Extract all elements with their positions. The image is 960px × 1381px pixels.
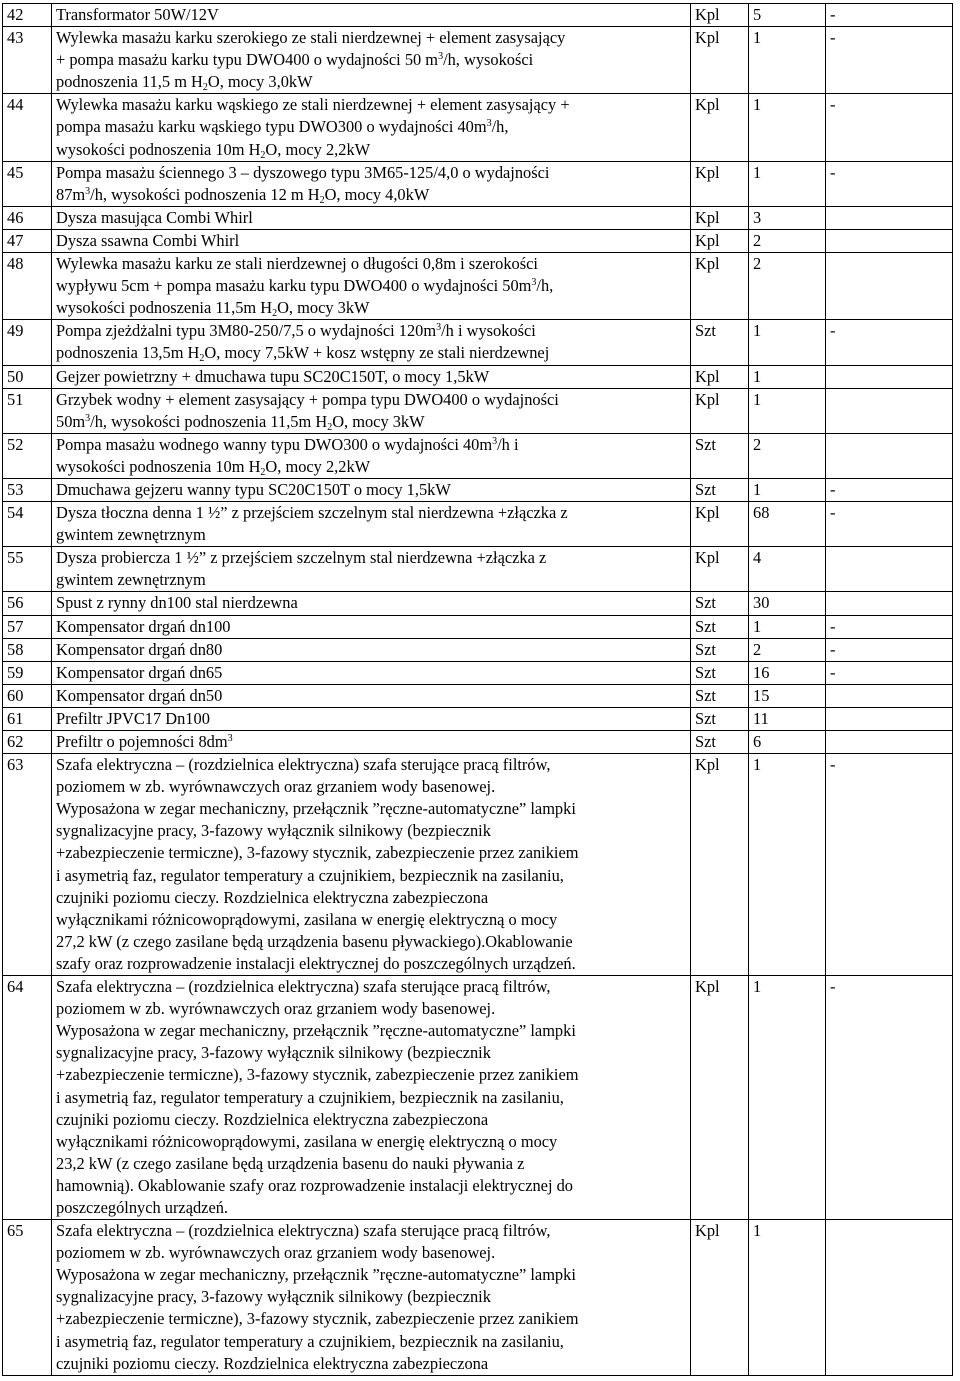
description-line: +zabezpieczenie termiczne), 3-fazowy stycznik, zabezpieczenie przez zanikiem	[56, 843, 579, 863]
item-quantity: 4	[749, 547, 826, 592]
item-unit: Kpl	[691, 27, 749, 94]
item-description	[52, 388, 691, 433]
description-line: Wylewka masażu karku wąskiego ze stali nierdzewnej + element zasysający +	[56, 95, 570, 115]
item-quantity: 1	[749, 161, 826, 206]
item-unit: Szt	[691, 638, 749, 661]
description-line: szafy oraz rozprowadzenie instalacji elektrycznej do poszczególnych urządzeń.	[56, 953, 576, 973]
description-line: poziomem w zb. wyrównawczych oraz grzaniem wody basenowej.	[56, 1243, 496, 1263]
description-line: Kompensator drgań dn65	[56, 662, 223, 682]
item-remark	[826, 592, 953, 615]
item-remark: -	[826, 161, 953, 206]
item-description	[52, 206, 691, 229]
item-remark: -	[826, 615, 953, 638]
item-quantity: 1	[749, 27, 826, 94]
description-line: i asymetrią faz, regulator temperatury a czujnikiem, bezpiecznik na zasilaniu,	[56, 1087, 564, 1107]
item-unit: Kpl	[691, 161, 749, 206]
table-row	[3, 478, 953, 501]
description-line: Grzybek wodny + element zasysający + pompa typu DWO400 o wydajności	[56, 389, 559, 409]
item-remark: -	[826, 478, 953, 501]
description-line: i asymetrią faz, regulator temperatury a czujnikiem, bezpiecznik na zasilaniu,	[56, 865, 564, 885]
description-line: Wylewka masażu karku ze stali nierdzewnej o długości 0,8m i szerokości	[56, 254, 538, 274]
item-unit: Szt	[691, 320, 749, 365]
description-line: Gejzer powietrzny + dmuchawa tupu SC20C150T, o mocy 1,5kW	[56, 366, 490, 386]
description-line: Kompensator drgań dn50	[56, 685, 223, 705]
item-remark	[826, 684, 953, 707]
table-row	[3, 1220, 953, 1376]
item-unit: Szt	[691, 615, 749, 638]
table-row	[3, 592, 953, 615]
item-description	[52, 365, 691, 388]
item-remark: -	[826, 638, 953, 661]
table-row	[3, 754, 953, 976]
item-description	[52, 4, 691, 27]
item-remark	[826, 707, 953, 730]
description-line: podnoszenia 11,5 m $H_2O$, mocy 3,0kW	[56, 72, 313, 94]
description-line: Kompensator drgań dn100	[56, 616, 231, 636]
description-line: wysokości podnoszenia 11,5m $H_2O$, mocy 3kW	[56, 298, 370, 320]
table-row	[3, 253, 953, 320]
item-unit: Szt	[691, 592, 749, 615]
item-description	[52, 94, 691, 161]
item-number: 58	[3, 638, 52, 661]
item-description	[52, 547, 691, 592]
item-remark	[826, 388, 953, 433]
description-line: wysokości podnoszenia 10m $H_2O$, mocy 2,2kW	[56, 139, 371, 161]
description-line: wyłącznikami różnicowoprądowymi, zasilana w energię elektryczną o mocy	[56, 1131, 558, 1151]
description-line: Prefiltr o pojemności $8dm^3$	[56, 732, 233, 751]
item-remark	[826, 206, 953, 229]
item-quantity: 15	[749, 684, 826, 707]
item-quantity: 1	[749, 94, 826, 161]
item-remark	[826, 547, 953, 592]
description-line: Pompa masażu ściennego 3 – dyszowego typu 3M65-125/4,0 o wydajności	[56, 162, 550, 182]
description-line: wysokości podnoszenia 10m $H_2O$, mocy 2,2kW	[56, 456, 371, 478]
item-unit: Kpl	[691, 547, 749, 592]
item-unit: Kpl	[691, 1220, 749, 1376]
item-description	[52, 638, 691, 661]
item-number: 57	[3, 615, 52, 638]
item-remark	[826, 731, 953, 754]
table-row	[3, 320, 953, 365]
description-line: poziomem w zb. wyrównawczych oraz grzaniem wody basenowej.	[56, 999, 496, 1019]
table-row	[3, 229, 953, 252]
item-unit: Kpl	[691, 502, 749, 547]
table-row	[3, 731, 953, 754]
description-line: gwintem zewnętrznym	[56, 570, 206, 590]
description-line: sygnalizacyjne pracy, 3-fazowy wyłącznik silnikowy (bezpiecznik	[56, 821, 491, 841]
item-number: 43	[3, 27, 52, 94]
description-line: $87m^3/h$, wysokości podnoszenia 12 m $H_2O$, mocy 4,0kW	[56, 184, 430, 206]
description-line: czujniki poziomu cieczy. Rozdzielnica elektryczna zabezpieczona	[56, 887, 489, 907]
description-line: czujniki poziomu cieczy. Rozdzielnica elektryczna zabezpieczona	[56, 1353, 489, 1373]
table-row	[3, 547, 953, 592]
item-description	[52, 592, 691, 615]
description-line: +zabezpieczenie termiczne), 3-fazowy stycznik, zabezpieczenie przez zanikiem	[56, 1065, 579, 1085]
description-line: podnoszenia 13,5m $H_2O$, mocy 7,5kW + kosz wstępny ze stali nierdzewnej	[56, 343, 550, 365]
item-description	[52, 684, 691, 707]
table-row	[3, 433, 953, 478]
description-line: Wyposażona w zegar mechaniczny, przełącznik ”ręczne-automatyczne” lampki	[56, 799, 576, 819]
item-number: 42	[3, 4, 52, 27]
table-row	[3, 976, 953, 1220]
table-row	[3, 638, 953, 661]
item-quantity: 1	[749, 976, 826, 1220]
description-line: Dysza ssawna Combi Whirl	[56, 230, 240, 250]
item-quantity: 1	[749, 1220, 826, 1376]
item-number: 47	[3, 229, 52, 252]
item-description	[52, 976, 691, 1220]
item-remark	[826, 253, 953, 320]
item-description	[52, 478, 691, 501]
description-line: 23,2 kW (z czego zasilane będą urządzenia basenu do nauki pływania z	[56, 1153, 525, 1173]
table-row	[3, 206, 953, 229]
item-unit: Kpl	[691, 229, 749, 252]
item-description	[52, 253, 691, 320]
item-remark: -	[826, 661, 953, 684]
description-line: Dmuchawa gejzeru wanny typu SC20C150T o mocy 1,5kW	[56, 479, 451, 499]
item-unit: Szt	[691, 433, 749, 478]
description-line: wyłącznikami różnicowoprądowymi, zasilana w energię elektryczną o mocy	[56, 909, 558, 929]
item-unit: Szt	[691, 684, 749, 707]
item-quantity: 16	[749, 661, 826, 684]
item-quantity: 1	[749, 615, 826, 638]
description-line: Spust z rynny dn100 stal nierdzewna	[56, 593, 298, 613]
description-line: Wylewka masażu karku szerokiego ze stali nierdzewnej + element zasysający	[56, 28, 566, 48]
item-quantity: 5	[749, 4, 826, 27]
item-description	[52, 754, 691, 976]
item-description	[52, 161, 691, 206]
item-number: 62	[3, 731, 52, 754]
item-unit: Kpl	[691, 206, 749, 229]
table-row	[3, 94, 953, 161]
item-unit: Kpl	[691, 976, 749, 1220]
description-line: i asymetrią faz, regulator temperatury a czujnikiem, bezpiecznik na zasilaniu,	[56, 1331, 564, 1351]
item-quantity: 1	[749, 365, 826, 388]
item-remark: -	[826, 976, 953, 1220]
item-quantity: 2	[749, 433, 826, 478]
item-quantity: 3	[749, 206, 826, 229]
description-line: czujniki poziomu cieczy. Rozdzielnica elektryczna zabezpieczona	[56, 1109, 489, 1129]
description-line: 27,2 kW (z czego zasilane będą urządzenia basenu pływackiego).Okablowanie	[56, 931, 573, 951]
item-remark	[826, 1220, 953, 1376]
description-line: gwintem zewnętrznym	[56, 525, 206, 545]
item-number: 50	[3, 365, 52, 388]
item-quantity: 2	[749, 229, 826, 252]
description-line: Transformator 50W/12V	[56, 5, 219, 24]
item-quantity: 1	[749, 478, 826, 501]
item-remark	[826, 433, 953, 478]
item-number: 54	[3, 502, 52, 547]
item-quantity: 2	[749, 253, 826, 320]
table-row	[3, 4, 953, 27]
item-number: 49	[3, 320, 52, 365]
description-line: Pompa zjeżdżalni typu 3M80-250/7,5 o wydajności $120m^3/h$ i wysokości	[56, 321, 536, 341]
item-quantity: 68	[749, 502, 826, 547]
item-remark: -	[826, 94, 953, 161]
description-line: Szafa elektryczna – (rozdzielnica elektryczna) szafa sterujące pracą filtrów,	[56, 977, 551, 997]
item-number: 63	[3, 754, 52, 976]
item-number: 52	[3, 433, 52, 478]
item-remark	[826, 229, 953, 252]
table-row	[3, 661, 953, 684]
description-line: Wyposażona w zegar mechaniczny, przełącznik ”ręczne-automatyczne” lampki	[56, 1021, 576, 1041]
item-unit: Kpl	[691, 388, 749, 433]
item-remark: -	[826, 754, 953, 976]
item-quantity: 11	[749, 707, 826, 730]
item-description	[52, 229, 691, 252]
item-unit: Kpl	[691, 94, 749, 161]
item-unit: Szt	[691, 707, 749, 730]
description-line: Kompensator drgań dn80	[56, 639, 223, 659]
item-quantity: 1	[749, 754, 826, 976]
table-row	[3, 161, 953, 206]
item-quantity: 6	[749, 731, 826, 754]
item-unit: Kpl	[691, 253, 749, 320]
item-number: 53	[3, 478, 52, 501]
description-line: + pompa masażu karku typu DWO400 o wydajności 50 $m^3/h$, wysokości	[56, 50, 534, 70]
item-remark	[826, 365, 953, 388]
item-unit: Kpl	[691, 365, 749, 388]
item-description	[52, 433, 691, 478]
description-line: Dysza probiercza 1 ½” z przejściem szczelnym stal nierdzewna +złączka z	[56, 548, 547, 568]
description-line: sygnalizacyjne pracy, 3-fazowy wyłącznik silnikowy (bezpiecznik	[56, 1287, 491, 1307]
description-line: +zabezpieczenie termiczne), 3-fazowy stycznik, zabezpieczenie przez zanikiem	[56, 1309, 579, 1329]
item-description	[52, 707, 691, 730]
item-description	[52, 320, 691, 365]
table-row	[3, 502, 953, 547]
table-row	[3, 27, 953, 94]
description-line: Szafa elektryczna – (rozdzielnica elektryczna) szafa sterujące pracą filtrów,	[56, 755, 551, 775]
item-number: 48	[3, 253, 52, 320]
description-line: sygnalizacyjne pracy, 3-fazowy wyłącznik silnikowy (bezpiecznik	[56, 1043, 491, 1063]
item-number: 56	[3, 592, 52, 615]
table-row	[3, 707, 953, 730]
item-quantity: 1	[749, 320, 826, 365]
item-number: 45	[3, 161, 52, 206]
description-line: Wyposażona w zegar mechaniczny, przełącznik ”ręczne-automatyczne” lampki	[56, 1265, 576, 1285]
item-remark: -	[826, 320, 953, 365]
equipment-table-body	[3, 4, 953, 1376]
item-number: 61	[3, 707, 52, 730]
equipment-table	[2, 3, 953, 1376]
item-description	[52, 27, 691, 94]
item-number: 64	[3, 976, 52, 1220]
item-quantity: 1	[749, 388, 826, 433]
table-row	[3, 684, 953, 707]
item-number: 60	[3, 684, 52, 707]
item-description	[52, 502, 691, 547]
description-line: poziomem w zb. wyrównawczych oraz grzaniem wody basenowej.	[56, 777, 496, 797]
item-description	[52, 1220, 691, 1376]
description-line: wypływu 5cm + pompa masażu karku typu DWO400 o wydajności $50m^3/h$,	[56, 276, 554, 296]
item-number: 59	[3, 661, 52, 684]
description-line: Dysza tłoczna denna 1 ½” z przejściem szczelnym stal nierdzewna +złączka z	[56, 503, 568, 523]
description-line: Dysza masująca Combi Whirl	[56, 207, 253, 227]
item-description	[52, 661, 691, 684]
item-remark: -	[826, 27, 953, 94]
item-unit: Szt	[691, 731, 749, 754]
item-number: 44	[3, 94, 52, 161]
table-row	[3, 615, 953, 638]
description-line: Prefiltr JPVC17 Dn100	[56, 708, 210, 728]
description-line: $50m^3/h$, wysokości podnoszenia 11,5m $H_2O$, mocy 3kW	[56, 411, 425, 433]
table-row	[3, 388, 953, 433]
description-line: Pompa masażu wodnego wanny typu DWO300 o wydajności $40m^3/h$ i	[56, 434, 519, 454]
item-unit: Szt	[691, 478, 749, 501]
item-description	[52, 731, 691, 754]
item-remark: -	[826, 4, 953, 27]
item-unit: Kpl	[691, 754, 749, 976]
item-remark: -	[826, 502, 953, 547]
item-number: 51	[3, 388, 52, 433]
item-unit: Kpl	[691, 4, 749, 27]
item-number: 46	[3, 206, 52, 229]
description-line: pompa masażu karku wąskiego typu DWO300 o wydajności $40m^3/h$,	[56, 117, 509, 137]
item-unit: Szt	[691, 661, 749, 684]
description-line: poszczególnych urządzeń.	[56, 1197, 229, 1217]
item-description	[52, 615, 691, 638]
item-number: 65	[3, 1220, 52, 1376]
item-quantity: 2	[749, 638, 826, 661]
item-number: 55	[3, 547, 52, 592]
table-row	[3, 365, 953, 388]
item-quantity: 30	[749, 592, 826, 615]
description-line: hamownią). Okablowanie szafy oraz rozprowadzenie instalacji elektrycznej do	[56, 1175, 573, 1195]
description-line: Szafa elektryczna – (rozdzielnica elektryczna) szafa sterujące pracą filtrów,	[56, 1221, 551, 1241]
